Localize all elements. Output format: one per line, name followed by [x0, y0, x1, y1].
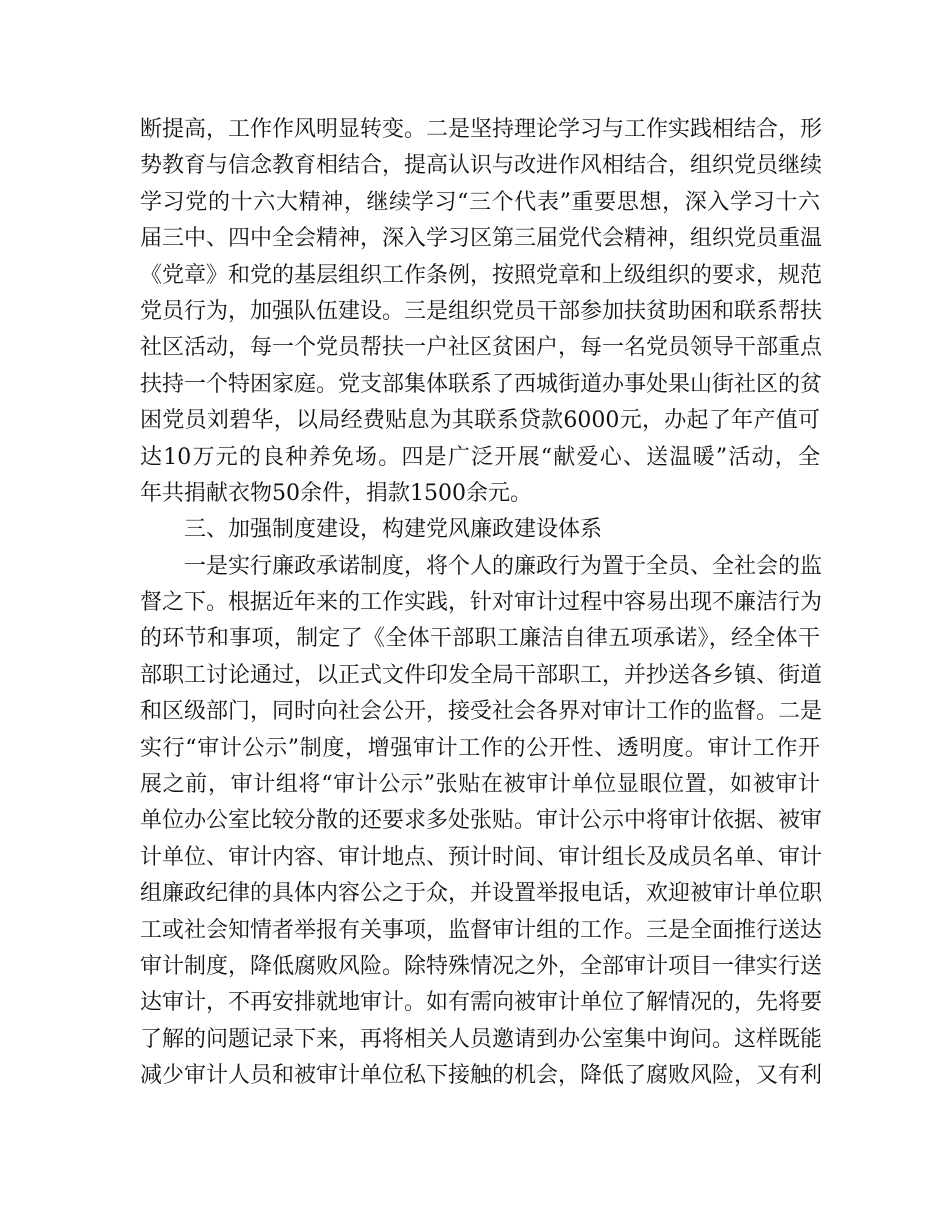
body-text [140, 112, 823, 1095]
text-line: 审计制度，降低腐败风险。除特殊情况之外，全部审计项目一律实行送 [140, 953, 823, 979]
text-line: 工或社会知情者举报有关事项，监督审计组的工作。三是全面推行送达 [140, 917, 823, 943]
text-line: 的环节和事项，制定了《全体干部职工廉洁自律五项承诺》，经全体干 [140, 626, 820, 652]
text-line: 学习党的十六大精神，继续学习“三个代表”重要思想，深入学习十六 [140, 189, 820, 215]
text-line: 达10万元的良种养免场。四是广泛开展“献爱心、送温暖”活动，全 [140, 444, 820, 470]
text-line: 组廉政纪律的具体内容公之于众，并设置举报电话，欢迎被审计单位职 [140, 881, 823, 907]
text-line: 势教育与信念教育相结合，提高认识与改进作风相结合，组织党员继续 [140, 153, 823, 179]
text-line: 社区活动，每一个党员帮扶一户社区贫困户，每一名党员领导干部重点 [140, 335, 823, 361]
text-line: 届三中、四中全会精神，深入学习区第三届党代会精神，组织党员重温 [140, 226, 823, 252]
text-line: 断提高，工作作风明显转变。二是坚持理论学习与工作实践相结合，形 [140, 117, 823, 142]
text-line: 年共捐献衣物50余件，捐款1500余元。 [140, 480, 532, 506]
text-line: 困党员刘碧华，以局经费贴息为其联系贷款6000元，办起了年产值可 [140, 408, 820, 434]
text-line: 计单位、审计内容、审计地点、预计时间、审计组长及成员名单、审计 [140, 844, 823, 870]
text-line: 实行“审计公示”制度，增强审计工作的公开性、透明度。审计工作开 [140, 735, 820, 761]
text-line: 和区级部门，同时向社会公开，接受社会各界对审计工作的监督。二是 [140, 699, 823, 725]
text-line: 扶持一个特困家庭。党支部集体联系了西城街道办事处果山街社区的贫 [140, 371, 823, 397]
text-line: 部职工讨论通过，以正式文件印发全局干部职工，并抄送各乡镇、街道 [140, 662, 823, 688]
text-line: 督之下。根据近年来的工作实践，针对审计过程中容易出现不廉洁行为 [140, 590, 823, 616]
text-line: 达审计，不再安排就地审计。如有需向被审计单位了解情况的，先将要 [140, 990, 823, 1016]
text-line: 展之前，审计组将“审计公示”张贴在被审计单位显眼位置，如被审计 [140, 772, 820, 798]
text-line: 《党章》和党的基层组织工作条例，按照党章和上级组织的要求，规范 [140, 262, 823, 288]
text-line: 了解的问题记录下来，再将相关人员邀请到办公室集中询问。这样既能 [140, 1026, 823, 1052]
text-line: 单位办公室比较分散的还要求多处张贴。审计公示中将审计依据、被审 [140, 808, 823, 834]
text-line: 减少审计人员和被审计单位私下接触的机会，降低了腐败风险，又有利 [140, 1063, 823, 1089]
section-heading: 三、加强制度建设，构建党风廉政建设体系 [184, 517, 603, 543]
text-line: 一是实行廉政承诺制度，将个人的廉政行为置于全员、全社会的监 [184, 553, 823, 579]
text-line: 党员行为，加强队伍建设。三是组织党员干部参加扶贫助困和联系帮扶 [140, 298, 823, 324]
